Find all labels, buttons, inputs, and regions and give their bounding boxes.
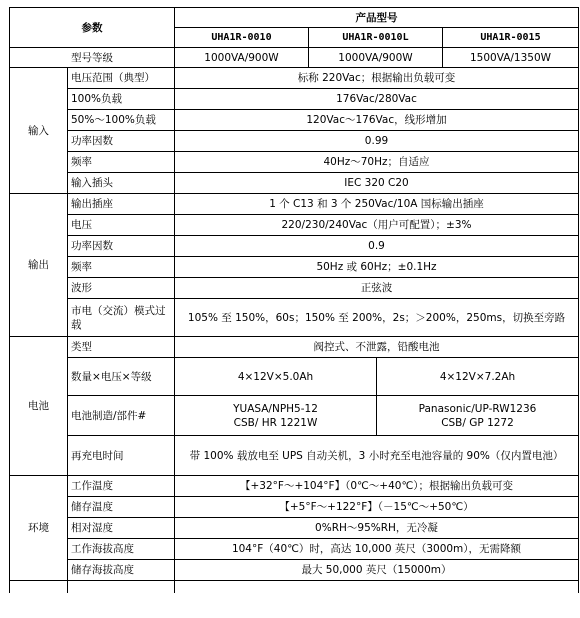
output-label: 输出插座 [68,194,175,215]
battery-maker-line: CSB/ GP 1272 [441,416,514,429]
truncated-row [10,581,579,593]
battery-maker-line: YUASA/NPH5-12 [233,402,318,415]
battery-maker-large [377,396,579,436]
input-row [10,173,579,194]
battery-maker-label: 电池制造/部件# [68,396,175,436]
input-label: 电压范围（典型） [68,68,175,89]
output-value: 1 个 C13 和 3 个 250Vac/10A 国标输出插座 [175,194,579,215]
battery-maker-line: Panasonic/UP-RW1236 [418,402,537,415]
env-value: 【+32°F～+104°F】（0℃～+40℃）；根据输出负载可变 [175,476,579,497]
input-label: 功率因数 [68,131,175,152]
product-model-header: 产品型号 [175,8,579,28]
input-row [10,89,579,110]
battery-type-value: 阀控式、不泄露，铅酸电池 [175,337,579,358]
output-row [10,257,579,278]
grade-label: 型号等级 [10,48,175,68]
output-row [10,278,579,299]
battery-type-label: 类型 [68,337,175,358]
battery-spec-small: 4×12V×5.0Ah [175,358,377,396]
grade-0010l: 1000VA/900W [309,48,443,68]
output-label: 波形 [68,278,175,299]
model-0015: UHA1R-0015 [443,28,579,48]
env-value: 0%RH～95%RH，无冷凝 [175,518,579,539]
input-value: 0.99 [175,131,579,152]
input-label: 输入插头 [68,173,175,194]
output-value: 220/230/240Vac（用户可配置）；±3% [175,215,579,236]
input-row [10,110,579,131]
output-label: 功率因数 [68,236,175,257]
env-label: 储存海拔高度 [68,560,175,581]
input-value: 标称 220Vac；根据输出负载可变 [175,68,579,89]
model-0010: UHA1R-0010 [175,28,309,48]
truncated-cell [10,581,68,593]
battery-recharge-row [10,436,579,476]
battery-maker-row [10,396,579,436]
input-value: IEC 320 C20 [175,173,579,194]
input-row [10,68,579,89]
env-row [10,518,579,539]
battery-recharge-value: 带 100% 载放电至 UPS 自动关机，3 小时充至电池容量的 90%（仅内置电池） [175,436,579,476]
env-label: 相对湿度 [68,518,175,539]
env-group-label: 环境 [10,476,68,581]
battery-recharge-label: 再充电时间 [68,436,175,476]
env-row [10,539,579,560]
input-value: 40Hz～70Hz；自适应 [175,152,579,173]
battery-maker-small [175,396,377,436]
output-value: 50Hz 或 60Hz；±0.1Hz [175,257,579,278]
input-row [10,131,579,152]
output-value: 0.9 [175,236,579,257]
env-value: 最大 50,000 英尺（15000m） [175,560,579,581]
output-value: 105% 至 150%，60s；150% 至 200%，2s；＞200%，250ms，切换至旁路 [175,299,579,337]
input-group-label: 输入 [10,68,68,194]
env-value: 104°F（40℃）时，高达 10,000 英尺（3000m），无需降额 [175,539,579,560]
model-0010l: UHA1R-0010L [309,28,443,48]
battery-type-row [10,337,579,358]
env-row [10,497,579,518]
output-row [10,194,579,215]
param-header: 参数 [10,8,175,48]
truncated-cell [175,581,579,593]
battery-spec-large: 4×12V×7.2Ah [377,358,579,396]
output-label: 市电（交流）模式过载 [68,299,175,337]
env-label: 储存温度 [68,497,175,518]
battery-spec-row [10,358,579,396]
input-value: 120Vac～176Vac，线形增加 [175,110,579,131]
truncated-cell [68,581,175,593]
header-row [10,8,579,28]
output-row [10,236,579,257]
grade-0015: 1500VA/1350W [443,48,579,68]
grade-row [10,48,579,68]
battery-group-label: 电池 [10,337,68,476]
output-group-label: 输出 [10,194,68,337]
output-label: 频率 [68,257,175,278]
output-row [10,215,579,236]
input-label: 100%负载 [68,89,175,110]
env-row [10,476,579,497]
grade-0010: 1000VA/900W [175,48,309,68]
output-row [10,299,579,337]
input-value: 176Vac/280Vac [175,89,579,110]
battery-spec-label: 数量×电压×等级 [68,358,175,396]
env-label: 工作温度 [68,476,175,497]
battery-maker-line: CSB/ HR 1221W [233,416,318,429]
env-row [10,560,579,581]
output-label: 电压 [68,215,175,236]
input-label: 50%～100%负载 [68,110,175,131]
output-value: 正弦波 [175,278,579,299]
input-row [10,152,579,173]
input-label: 频率 [68,152,175,173]
env-label: 工作海拔高度 [68,539,175,560]
env-value: 【+5°F～+122°F】（－15℃～+50℃） [175,497,579,518]
spec-table [9,7,579,593]
